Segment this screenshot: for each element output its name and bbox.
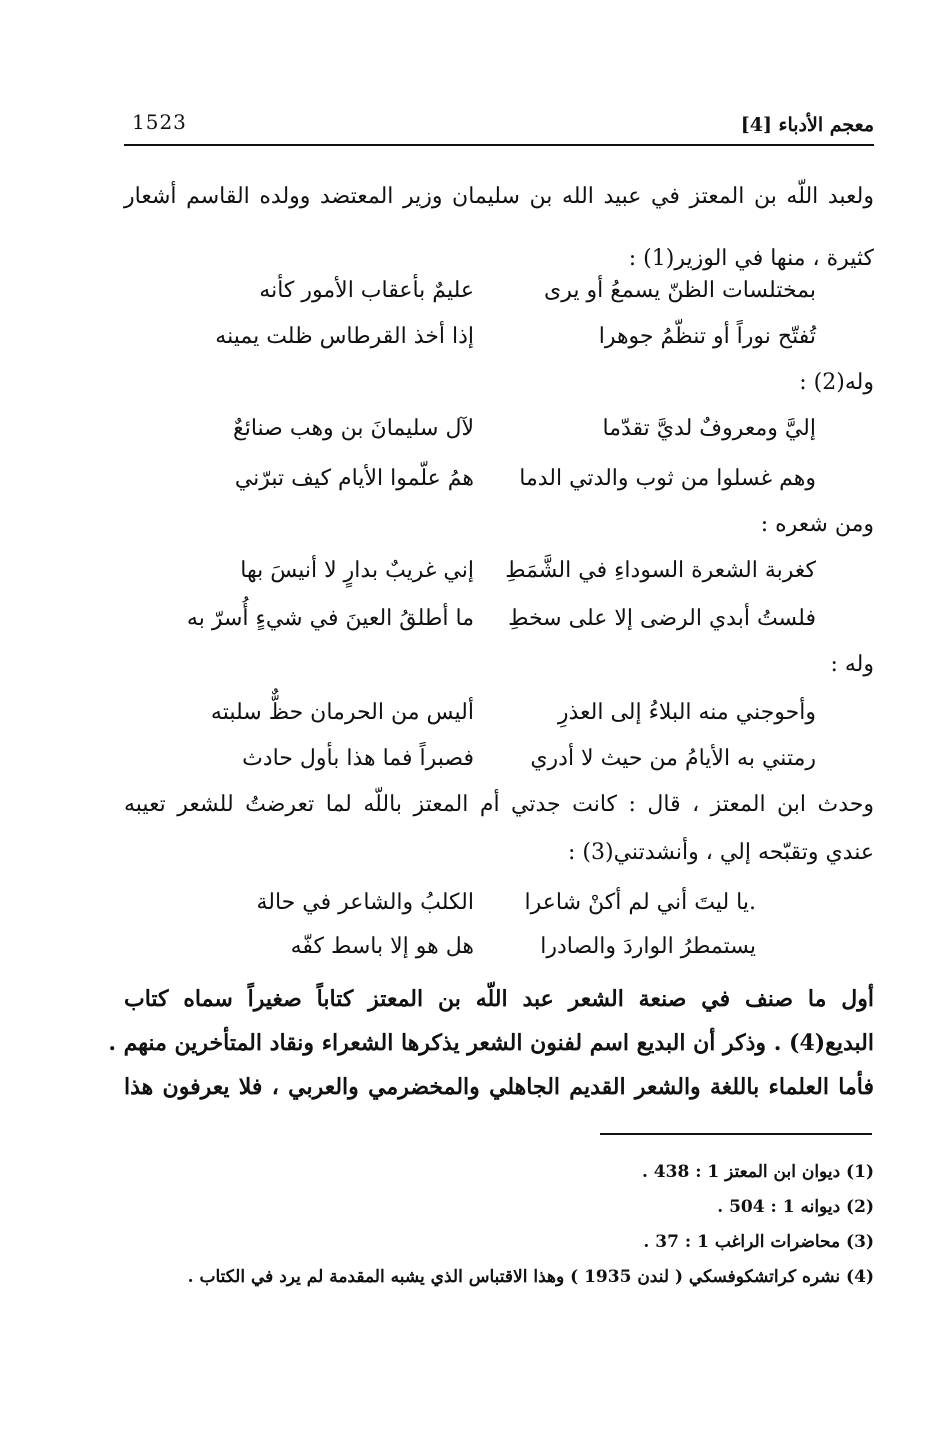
- footnote-divider: [600, 1133, 872, 1135]
- verse2-hemistich-right: لآل سليمانَ بن وهب صنائعٌ: [233, 416, 474, 441]
- verse5-hemistich-left: يستمطرُ الواردَ والصادرا: [540, 934, 756, 959]
- verse3-hemistich-left: كغربة الشعرة السوداءِ في الشَّمَطِ: [505, 558, 816, 583]
- paragraph-1-line-2: كثيرة ، منها في الوزير(1) :: [628, 246, 874, 271]
- footnote-1: (1) ديوان ابن المعتز 1 : 438 .: [641, 1162, 874, 1182]
- verse2-hemistich-right: همُ علّموا الأيام كيف تبرّني: [234, 466, 474, 491]
- paragraph-2-line-2: عندي وتقبّحه إلي ، وأنشدتني(3) :: [568, 840, 874, 865]
- paragraph-3-line-3: فأما العلماء باللغة والشعر القديم الجاهلي والمخضرمي والعربي ، فلا يعرفون هذا: [124, 1074, 874, 1100]
- verse2-hemistich-left: إليَّ ومعروفٌ لديَّ تقدّما: [602, 416, 816, 441]
- poem-label: ومن شعره :: [760, 512, 874, 537]
- footnote-4: (4) نشره كراتشكوفسكي ( لندن 1935 ) وهذا الاقتباس الذي يشبه المقدمة لم يرد في الكتاب .: [187, 1267, 874, 1287]
- verse4-hemistich-left: رمتني به الأيامُ من حيث لا أدري: [530, 746, 816, 771]
- poem-label: وله :: [830, 652, 874, 677]
- header-divider: [124, 144, 874, 146]
- verse2-hemistich-left: وهم غسلوا من ثوب والدتي الدما: [519, 466, 816, 491]
- paragraph-3-line-1: أول ما صنف في صنعة الشعر عبد اللّه بن المعتز كتاباً صغيراً سماه كتاب: [124, 986, 874, 1012]
- verse3-hemistich-right: ما أطلقُ العينَ في شيءٍ أُسرّ به: [186, 606, 474, 631]
- paragraph-3-line-2: البديع(4) . وذكر أن البديع اسم لفنون الشعر يذكرها الشعراء ونقاد المتأخرين منهم .: [108, 1030, 874, 1056]
- verse1-hemistich-right: إذا أخذ القرطاس ظلت يمينه: [215, 324, 474, 349]
- verse4-hemistich-right: أليس من الحرمان حظٌّ سلبته: [210, 700, 474, 725]
- verse5-hemistich-left: .يا ليتَ أني لم أكنْ شاعرا: [524, 890, 756, 915]
- verse1-hemistich-right: عليمٌ بأعقاب الأمور كأنه: [259, 278, 474, 303]
- paragraph-2-line-1: وحدث ابن المعتز ، قال : كانت جدتي أم المعتز باللّه لما تعرضتُ للشعر تعيبه: [124, 792, 874, 817]
- verse5-hemistich-right: هل هو إلا باسط كفّه: [290, 934, 474, 959]
- footnote-3: (3) محاضرات الراغب 1 : 37 .: [643, 1232, 874, 1252]
- verse4-hemistich-left: وأحوجني منه البلاءُ إلى العذرِ: [557, 700, 816, 725]
- verse3-hemistich-left: فلستُ أبدي الرضى إلا على سخطِ: [508, 606, 816, 631]
- verse3-hemistich-right: إني غريبٌ بدارٍ لا أنيسَ بها: [240, 558, 474, 583]
- verse5-hemistich-right: الكلبُ والشاعر في حالة: [256, 890, 474, 915]
- verse4-hemistich-right: فصبراً فما هذا بأول حادث: [242, 746, 474, 771]
- footnote-2: (2) ديوانه 1 : 504 .: [717, 1197, 874, 1217]
- poem-label: وله(2) :: [799, 370, 874, 395]
- verse1-hemistich-left: بمختلسات الظنّ يسمعُ أو يرى: [544, 278, 816, 303]
- paragraph-1-line-1: ولعبد اللّه بن المعتز في عبيد الله بن سليمان وزير المعتضد وولده القاسم أشعار: [124, 184, 874, 209]
- page-number: 1523: [132, 110, 187, 134]
- verse1-hemistich-left: تُفتّح نوراً أو تنظّمُ جوهرا: [598, 324, 816, 349]
- running-header-title: معجم الأدباء [4]: [740, 114, 874, 136]
